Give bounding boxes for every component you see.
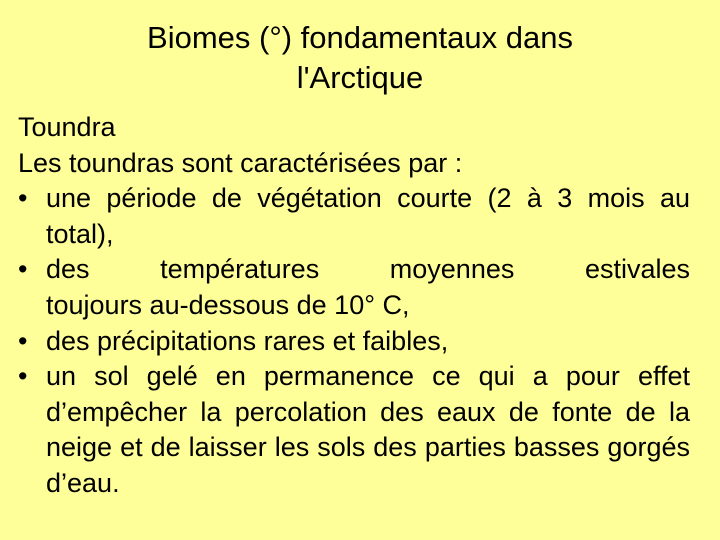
list-item-text: une période de végétation courte (2 à 3 mois au total),	[46, 183, 690, 249]
list-item	[18, 359, 690, 501]
slide-body	[18, 110, 690, 502]
bullet-icon: •	[18, 183, 28, 214]
list-item-text-line-2: toujours au-dessous de 10° C,	[46, 289, 410, 320]
list-item-text: un sol gelé en permanence ce qui a pour effet d’empêcher la percolation des eaux de fonte de la neige et de laisser les sols des parties basses gorgés d’eau.	[46, 361, 690, 498]
bullet-list	[18, 181, 690, 501]
list-item	[18, 181, 690, 252]
slide-title-line-1: Biomes (°) fondamentaux dans	[147, 20, 573, 55]
slide-title-line-2: l'Arctique	[296, 60, 424, 95]
list-item-text-line-1: des températures moyennes estivales	[46, 254, 690, 285]
bullet-icon: •	[18, 325, 28, 356]
list-item	[18, 324, 690, 360]
intro-text: Les toundras sont caractérisées par :	[18, 147, 463, 178]
bullet-icon: •	[18, 254, 28, 285]
list-item	[18, 252, 690, 323]
list-item-text: des précipitations rares et faibles,	[46, 325, 449, 356]
bullet-icon: •	[18, 361, 28, 392]
section-heading: Toundra	[18, 112, 116, 142]
slide-title	[60, 18, 660, 98]
